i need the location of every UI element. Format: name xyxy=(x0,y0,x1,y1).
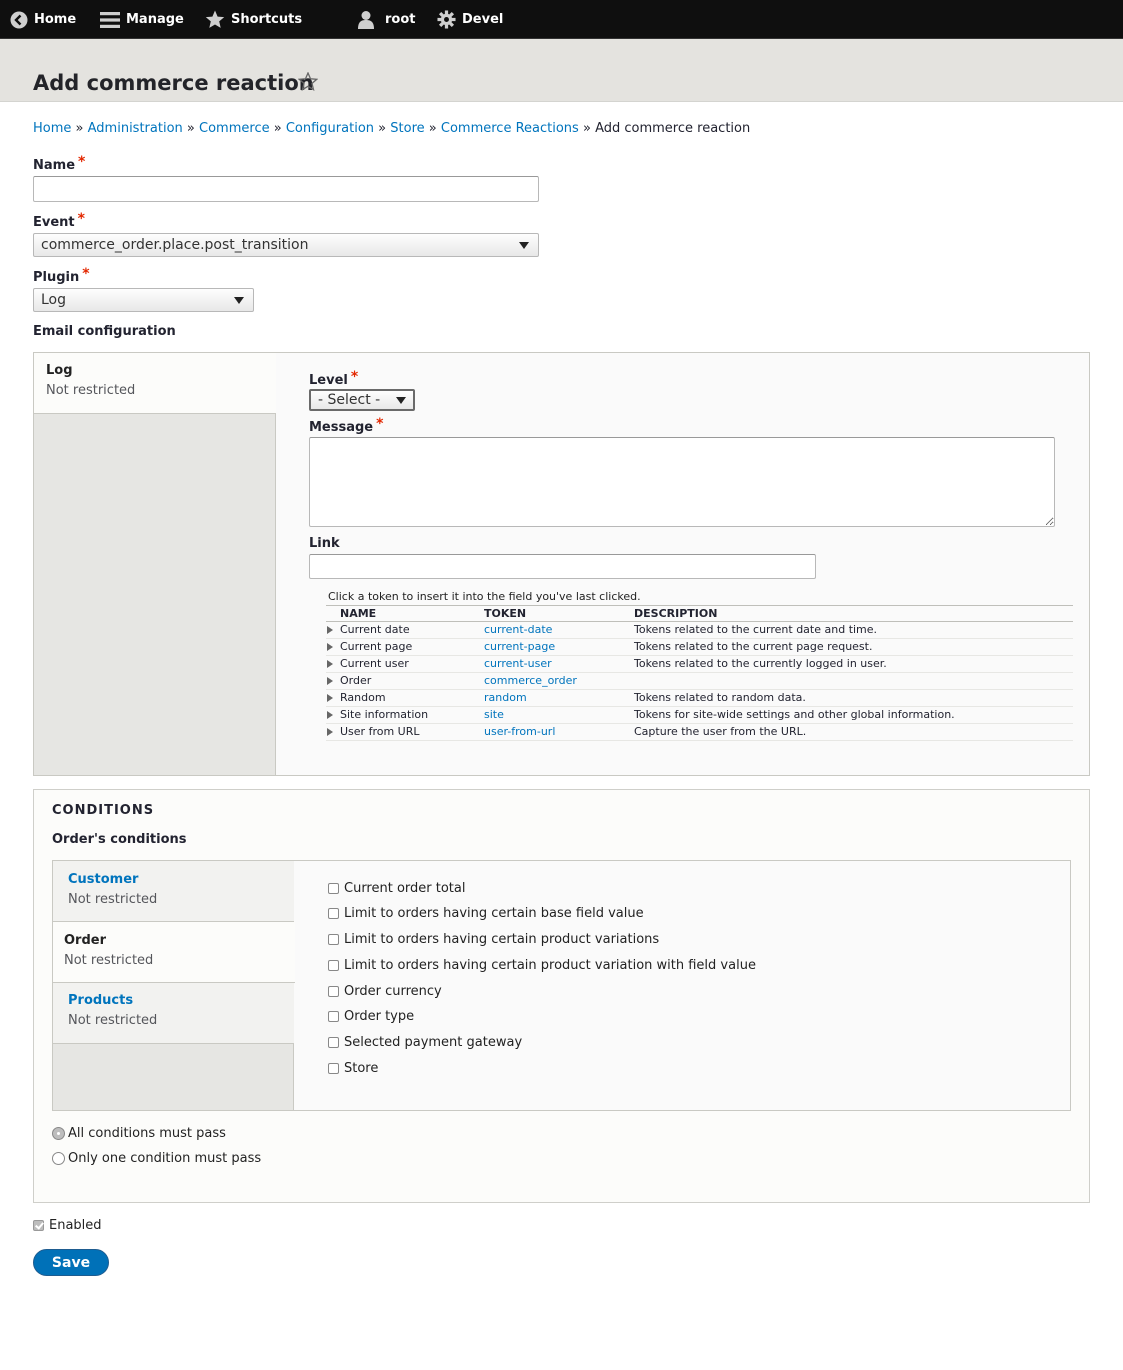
checkbox-label: Limit to orders having certain product variations xyxy=(344,932,660,947)
enabled-checkbox[interactable] xyxy=(33,1220,44,1231)
breadcrumb-separator: » xyxy=(186,121,195,136)
vertical-tab-summary: Not restricted xyxy=(68,892,158,907)
vertical-tab-order[interactable] xyxy=(53,922,295,983)
checkbox[interactable] xyxy=(328,986,339,997)
breadcrumb-separator: » xyxy=(75,121,84,136)
required-mark: * xyxy=(350,369,359,385)
column-header-description: DESCRIPTION xyxy=(634,606,1073,622)
conditions-tabs-menu xyxy=(53,861,294,1110)
token-description xyxy=(634,673,1073,690)
token-help-text: Click a token to insert it into the field you've last clicked. xyxy=(328,590,641,603)
checkbox-label: Selected payment gateway xyxy=(344,1035,523,1050)
token-name: Current user xyxy=(340,657,409,670)
toolbar-user[interactable] xyxy=(357,0,416,39)
event-label xyxy=(33,211,85,230)
checkbox-label: Store xyxy=(344,1061,379,1076)
token-description: Tokens related to the currently logged in user. xyxy=(634,656,1073,673)
vertical-tab-title: Order xyxy=(64,933,106,948)
toolbar-devel-label: Devel xyxy=(462,12,504,27)
token-name: User from URL xyxy=(340,725,420,738)
level-select[interactable] xyxy=(309,389,415,411)
conditions-tabs xyxy=(52,860,1071,1111)
token-description: Tokens related to the current date and time. xyxy=(634,622,1073,639)
page-header xyxy=(0,39,1123,102)
token-name-cell[interactable] xyxy=(326,707,484,724)
plugin-select-value: Log xyxy=(41,292,67,308)
level-select-value: - Select - xyxy=(318,392,381,408)
toolbar-manage[interactable] xyxy=(100,0,184,39)
breadcrumb-administration[interactable]: Administration xyxy=(87,121,183,136)
checkbox-label: Limit to orders having certain base field value xyxy=(344,906,644,921)
radio-label: Only one condition must pass xyxy=(68,1151,262,1166)
checkbox[interactable] xyxy=(328,1037,339,1048)
expand-triangle-icon[interactable] xyxy=(327,694,333,702)
column-header-token: TOKEN xyxy=(484,606,634,622)
token-name: Current page xyxy=(340,640,413,653)
message-label-text: Message xyxy=(309,420,374,435)
expand-triangle-icon[interactable] xyxy=(327,711,333,719)
level-label xyxy=(309,369,359,388)
condition-checkbox-row[interactable] xyxy=(328,1035,522,1050)
vertical-tab-products[interactable] xyxy=(53,983,294,1044)
token-row xyxy=(326,622,1073,639)
link-input[interactable] xyxy=(309,554,816,579)
message-textarea[interactable] xyxy=(309,437,1055,527)
required-mark: * xyxy=(77,211,85,227)
back-arrow-icon xyxy=(10,11,28,29)
token-name-cell[interactable] xyxy=(326,656,484,673)
expand-triangle-icon[interactable] xyxy=(327,626,333,634)
breadcrumb xyxy=(33,120,750,138)
required-mark: * xyxy=(82,266,90,282)
plugin-select[interactable] xyxy=(33,288,254,312)
token-name: Random xyxy=(340,691,386,704)
save-button[interactable]: Save xyxy=(33,1249,109,1276)
expand-triangle-icon[interactable] xyxy=(327,677,333,685)
user-icon xyxy=(357,10,375,29)
vertical-tab-customer[interactable] xyxy=(53,861,294,922)
link-label: Link xyxy=(309,536,340,551)
enabled-checkbox-row[interactable] xyxy=(33,1218,102,1233)
token-link[interactable]: commerce_order xyxy=(484,674,577,687)
admin-toolbar xyxy=(0,0,1123,39)
expand-triangle-icon[interactable] xyxy=(327,660,333,668)
chevron-down-icon xyxy=(234,297,244,304)
required-mark: * xyxy=(376,416,384,432)
radio-button[interactable] xyxy=(52,1152,65,1165)
event-label-text: Event xyxy=(33,215,75,230)
hamburger-icon xyxy=(100,11,120,29)
token-name: Current date xyxy=(340,623,410,636)
toolbar-shortcuts-label: Shortcuts xyxy=(231,12,303,27)
vertical-tabs-menu xyxy=(34,353,276,775)
email-configuration-label: Email configuration xyxy=(33,324,176,339)
checkbox-label: Current order total xyxy=(344,881,466,896)
enabled-label: Enabled xyxy=(49,1218,102,1233)
toolbar-shortcuts[interactable] xyxy=(205,0,302,39)
breadcrumb-separator: » xyxy=(428,121,437,136)
operator-radio-one[interactable] xyxy=(52,1151,261,1166)
vertical-tab-summary: Not restricted xyxy=(64,953,154,968)
token-description: Tokens related to the current page request. xyxy=(634,639,1073,656)
token-row xyxy=(326,673,1073,690)
token-description: Tokens related to random data. xyxy=(634,690,1073,707)
breadcrumb-store[interactable]: Store xyxy=(390,121,425,136)
name-label-text: Name xyxy=(33,158,76,173)
breadcrumb-current: Add commerce reaction xyxy=(595,121,751,136)
token-row xyxy=(326,690,1073,707)
token-name-cell[interactable] xyxy=(326,724,484,741)
expand-triangle-icon[interactable] xyxy=(327,643,333,651)
vertical-tab-title: Log xyxy=(46,363,73,378)
checkbox[interactable] xyxy=(328,908,339,919)
condition-checkbox-row[interactable] xyxy=(328,984,442,999)
operator-radio-all[interactable] xyxy=(52,1126,226,1141)
checkbox[interactable] xyxy=(328,883,339,894)
star-icon xyxy=(205,10,225,29)
vertical-tab-log[interactable] xyxy=(34,353,276,414)
token-row xyxy=(326,656,1073,673)
token-row xyxy=(326,724,1073,741)
token-name-cell[interactable] xyxy=(326,639,484,656)
checkbox-label: Limit to orders having certain product variation with field value xyxy=(344,958,756,973)
breadcrumb-separator: » xyxy=(378,121,387,136)
token-description: Tokens for site-wide settings and other global information. xyxy=(634,707,1073,724)
conditions-legend: CONDITIONS xyxy=(52,803,155,818)
vertical-tab-title[interactable]: Products xyxy=(68,993,134,1008)
checkbox[interactable] xyxy=(328,934,339,945)
required-mark: * xyxy=(78,154,86,170)
shortcut-star-icon[interactable] xyxy=(298,72,318,91)
token-name-cell[interactable] xyxy=(326,690,484,707)
event-select[interactable] xyxy=(33,233,539,257)
checkbox[interactable] xyxy=(328,1063,339,1074)
gear-icon xyxy=(437,10,456,29)
condition-checkbox-row[interactable] xyxy=(328,932,659,947)
condition-checkbox-row[interactable] xyxy=(328,958,756,973)
radio-label: All conditions must pass xyxy=(68,1126,226,1141)
name-input[interactable] xyxy=(33,176,539,202)
toolbar-home-label: Home xyxy=(34,12,77,27)
token-link[interactable]: current-page xyxy=(484,640,556,653)
page-title: Add commerce reaction xyxy=(33,71,314,95)
plugin-label-text: Plugin xyxy=(33,270,80,285)
toolbar-devel[interactable] xyxy=(437,0,503,39)
toolbar-home[interactable] xyxy=(10,0,76,39)
token-link[interactable]: current-user xyxy=(484,657,552,670)
checkbox-label: Order currency xyxy=(344,984,442,999)
column-header-name: NAME xyxy=(326,606,484,622)
condition-checkbox-row[interactable] xyxy=(328,881,465,896)
breadcrumb-commerce-reactions[interactable]: Commerce Reactions xyxy=(440,121,579,136)
token-description: Capture the user from the URL. xyxy=(634,724,1073,741)
expand-triangle-icon[interactable] xyxy=(327,728,333,736)
token-name-cell[interactable] xyxy=(326,622,484,639)
event-select-value: commerce_order.place.post_transition xyxy=(41,237,309,253)
token-table-header xyxy=(326,606,1073,622)
conditions-subtitle: Order's conditions xyxy=(52,832,187,847)
token-row xyxy=(326,639,1073,656)
breadcrumb-separator: » xyxy=(273,121,282,136)
token-table xyxy=(326,605,1073,741)
plugin-label xyxy=(33,266,90,285)
level-label-text: Level xyxy=(309,373,348,388)
condition-checkbox-row[interactable] xyxy=(328,1009,414,1024)
token-row xyxy=(326,707,1073,724)
name-label xyxy=(33,154,86,173)
token-link[interactable]: current-date xyxy=(484,623,553,636)
message-label xyxy=(309,416,384,435)
vertical-tab-summary: Not restricted xyxy=(68,1013,158,1028)
condition-checkbox-row[interactable] xyxy=(328,1061,378,1076)
vertical-tab-title[interactable]: Customer xyxy=(68,872,139,887)
token-link[interactable]: site xyxy=(484,708,504,721)
toolbar-user-label: root xyxy=(385,12,416,27)
token-link[interactable]: random xyxy=(484,691,527,704)
token-name: Site information xyxy=(340,708,429,721)
breadcrumb-configuration[interactable]: Configuration xyxy=(285,121,375,136)
breadcrumb-separator: » xyxy=(582,121,591,136)
checkbox-label: Order type xyxy=(344,1009,415,1024)
breadcrumb-home[interactable]: Home xyxy=(33,121,72,136)
radio-button[interactable] xyxy=(52,1127,65,1140)
condition-checkbox-row[interactable] xyxy=(328,906,644,921)
token-name-cell[interactable] xyxy=(326,673,484,690)
vertical-tab-summary: Not restricted xyxy=(46,383,136,398)
token-name: Order xyxy=(340,674,372,687)
token-link[interactable]: user-from-url xyxy=(484,725,556,738)
toolbar-manage-label: Manage xyxy=(126,12,184,27)
chevron-down-icon xyxy=(519,242,529,249)
checkbox[interactable] xyxy=(328,1011,339,1022)
breadcrumb-commerce[interactable]: Commerce xyxy=(199,121,270,136)
chevron-down-icon xyxy=(396,397,406,404)
checkbox[interactable] xyxy=(328,960,339,971)
